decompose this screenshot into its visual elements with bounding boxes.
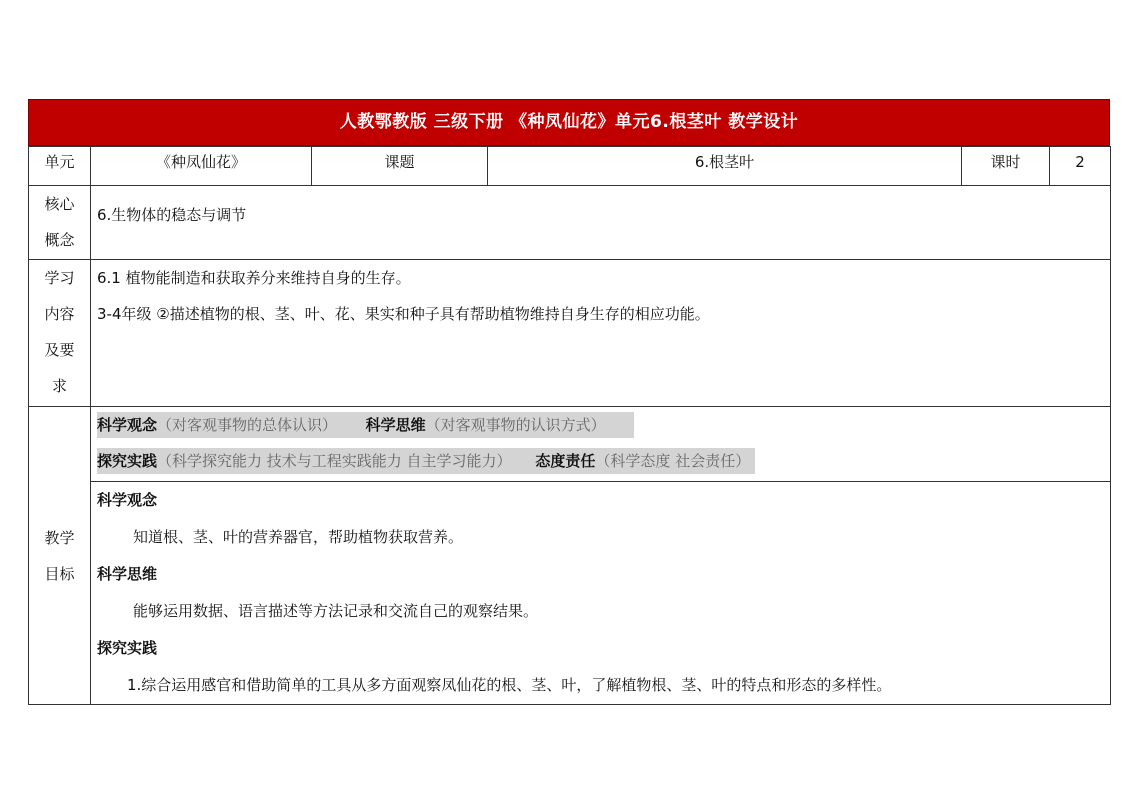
unit-label: 单元 xyxy=(29,147,91,186)
period-label: 课时 xyxy=(962,147,1050,186)
table-row-learning-content xyxy=(29,260,1111,407)
objective-section-text-thinking: 能够运用数据、语言描述等方法记录和交流自己的观察结果。 xyxy=(133,602,539,620)
table-row-objectives-detail xyxy=(29,482,1111,705)
objectives-summary-line-2: 探究实践（科学探究能力 技术与工程实践能力 自主学习能力） 态度责任（科学态度 社会责任） xyxy=(91,443,1110,479)
table-row-core-concept xyxy=(29,186,1111,260)
topic-value: 6.根茎叶 xyxy=(488,147,962,186)
lesson-plan-table xyxy=(28,146,1111,705)
unit-value: 《种凤仙花》 xyxy=(91,147,312,186)
core-concept-text: 6.生物体的稳态与调节 xyxy=(97,206,247,224)
learning-content-line-1: 6.1 植物能制造和获取养分来维持自身的生存。 xyxy=(97,269,411,287)
learning-content-line-2: 3-4年级 ②描述植物的根、茎、叶、花、果实和种子具有帮助植物维持自身生存的相应功能。 xyxy=(97,305,710,323)
learning-content-body xyxy=(91,260,1111,407)
objective-section-text-concept: 知道根、茎、叶的营养器官，帮助植物获取营养。 xyxy=(133,528,464,546)
objectives-summary-line-1: 科学观念（对客观事物的总体认识） 科学思维（对客观事物的认识方式） xyxy=(91,407,1110,443)
period-value: 2 xyxy=(1050,147,1111,186)
objective-section-text-practice: 1.综合运用感官和借助简单的工具从多方面观察凤仙花的根、茎、叶，了解植物根、茎、叶的特点和形态的多样性。 xyxy=(127,676,892,694)
objective-section-title-practice: 探究实践 xyxy=(97,639,158,657)
learning-content-label: 学习 内容 及要 求 xyxy=(29,260,91,407)
document-title: 人教鄂教版 三级下册 《种凤仙花》单元6.根茎叶 教学设计 xyxy=(28,99,1110,146)
table-row-objectives-summary xyxy=(29,407,1111,482)
objectives-detail xyxy=(91,482,1111,705)
objective-section-title-concept: 科学观念 xyxy=(97,491,158,509)
core-concept-label: 核心 概念 xyxy=(29,186,91,260)
objectives-summary xyxy=(91,407,1111,482)
table-row-unit xyxy=(29,147,1111,186)
objectives-label: 教学 目标 xyxy=(29,407,91,705)
topic-label: 课题 xyxy=(312,147,488,186)
core-concept-content xyxy=(91,186,1111,260)
objective-section-title-thinking: 科学思维 xyxy=(97,565,158,583)
